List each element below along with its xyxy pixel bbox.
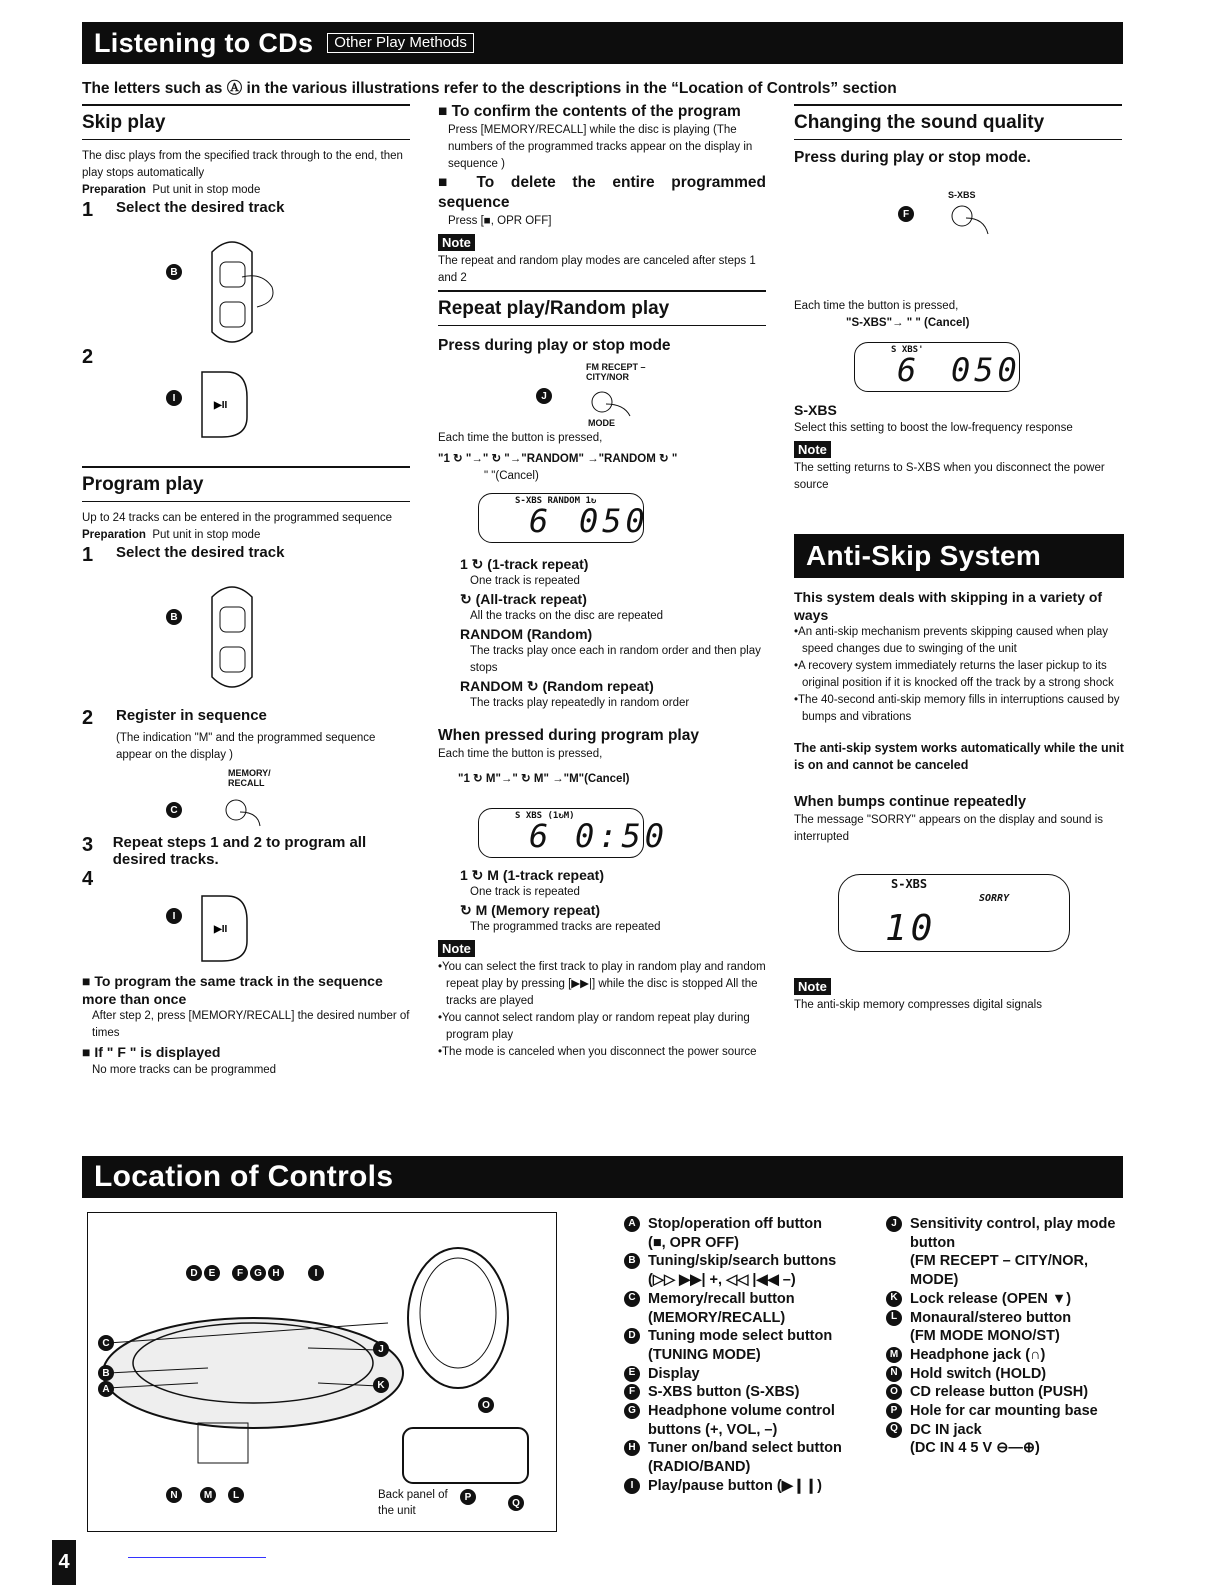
prep-label: Preparation xyxy=(82,529,146,541)
skip-play-title: Skip play xyxy=(82,104,410,140)
bumps-desc: The message "SORRY" appears on the display and sound is interrupted xyxy=(794,814,1104,843)
lcd-display xyxy=(478,808,669,858)
lcd-indicators: S-XBS RANDOM 1↻ xyxy=(515,496,597,506)
control-item xyxy=(886,1252,1131,1289)
label-b-icon: B xyxy=(98,1365,114,1381)
mode-button-hand-icon xyxy=(588,390,648,420)
bumps-title: When bumps continue repeatedly xyxy=(794,794,1027,810)
bullet-item: •The 40-second anti-skip memory fills in interruptions caused by bumps and vibrations xyxy=(794,694,1120,723)
note-text: The anti-skip memory compresses digital signals xyxy=(794,999,1042,1011)
skip-illustration xyxy=(82,222,410,458)
skip-buttons-hand-icon xyxy=(192,577,292,697)
control-key-icon: A xyxy=(624,1216,640,1232)
label-j-icon: J xyxy=(536,388,552,404)
label-q-icon: Q xyxy=(508,1495,524,1511)
control-item xyxy=(886,1290,1131,1309)
control-key-icon: E xyxy=(624,1366,640,1382)
bullet-item: •A recovery system immediately returns the laser pickup to its original position if it is knocked off the track by a strong shock xyxy=(794,660,1114,689)
sorry-lcd-display xyxy=(838,874,1070,952)
sound-quality-section xyxy=(794,104,1122,494)
label-i-icon: I xyxy=(166,908,182,924)
control-name: (FM RECEPT – CITY/NOR, MODE) xyxy=(910,1253,1089,1289)
control-name: Stop/operation off button xyxy=(648,1216,822,1232)
control-item xyxy=(886,1421,1131,1458)
control-item xyxy=(624,1477,874,1496)
delete-title: To delete the entire programmed sequence xyxy=(438,174,767,211)
control-item xyxy=(886,1215,1131,1252)
skip-buttons-hand-icon xyxy=(192,232,292,352)
control-name: Headphone jack (∩) xyxy=(910,1346,1046,1363)
mode-title: 1 ↻ (1-track repeat) xyxy=(460,556,589,572)
delete-desc: Press [■, OPR OFF] xyxy=(448,215,552,227)
anti-skip-bullets xyxy=(794,624,1124,726)
step-text: Select the desired track xyxy=(116,199,285,216)
play-pause-hand-icon xyxy=(192,362,272,442)
label-d-icon: D xyxy=(186,1265,202,1281)
lcd-track: 6 xyxy=(529,817,553,855)
each-time-text: Each time the button is pressed, xyxy=(438,748,603,760)
location-title: Location of Controls xyxy=(94,1160,394,1193)
play-illustration xyxy=(82,868,410,972)
lcd-track: 6 xyxy=(529,502,553,540)
program-skip-illustration xyxy=(82,567,410,707)
anti-skip-lead: This system deals with skipping in a variety of ways xyxy=(794,589,1103,623)
sxbs-button-illustration xyxy=(794,168,1122,298)
control-key-icon: B xyxy=(624,1253,640,1269)
control-item xyxy=(624,1290,874,1327)
mode-title: RANDOM ↻ (Random repeat) xyxy=(460,678,654,694)
play-pause-hand-icon xyxy=(192,886,272,966)
each-time-text: Each time the button is pressed, xyxy=(794,300,959,312)
control-key-icon: P xyxy=(886,1403,902,1419)
step-number: 4 xyxy=(82,868,94,890)
step-number: 1 xyxy=(82,544,94,566)
anti-skip-title: Anti-Skip System xyxy=(806,540,1042,571)
control-key-icon: Q xyxy=(886,1422,902,1438)
lcd-indicators: S-XBS xyxy=(891,877,928,891)
step-text: Repeat steps 1 and 2 to program all desired tracks. xyxy=(112,834,367,868)
note-item: •You can select the first track to play in random play and random repeat play by pressing [▶▶|] while the disc is stopped All the tracks are played xyxy=(438,961,766,1007)
control-name: CD release button (PUSH) xyxy=(910,1384,1089,1401)
control-key-icon: G xyxy=(624,1403,640,1419)
label-b-icon: B xyxy=(166,609,182,625)
fm-recept-label: FM RECEPT – CITY/NOR xyxy=(586,362,646,382)
label-n-icon: N xyxy=(166,1487,182,1503)
control-key-icon: I xyxy=(624,1478,640,1494)
label-l-icon: L xyxy=(228,1487,244,1503)
mode-desc: One track is repeated xyxy=(470,886,580,898)
confirm-desc: Press [MEMORY/RECALL] while the disc is playing (The numbers of the programmed tracks appear on the display in sequence ) xyxy=(448,124,753,170)
controls-list-1 xyxy=(624,1215,874,1496)
same-track-desc: After step 2, press [MEMORY/RECALL] the desired number of times xyxy=(92,1010,410,1039)
control-item xyxy=(624,1383,874,1402)
mode-title: ↻ M (Memory repeat) xyxy=(460,902,601,918)
sxbs-sequence: "S-XBS"→ " " (Cancel) xyxy=(846,317,970,329)
control-key-icon: F xyxy=(624,1384,640,1400)
sxbs-desc: Select this setting to boost the low-frequency response xyxy=(794,422,1073,434)
repeat-random-title: Repeat play/Random play xyxy=(438,290,766,326)
program-play-section: Program play Up to 24 tracks can be entered in the programmed sequence Preparation Put unit in stop mode 1 Select the desired track B 2 Register in sequence (The indication "M" and the programmed sequence appear on the display ) MEMORY/ RECALL C 3 Repeat steps 1 and 2 to program all desired tracks. 4 I ▶II ■ To program the same track in the sequence more than once After step 2, press [MEMORY/RECALL] the desired number of times ■ If " F " is displayed No more tracks can be programmed xyxy=(82,466,410,1079)
skip-play-section xyxy=(82,104,410,458)
control-name: Hole for car mounting base xyxy=(910,1403,1098,1420)
control-detail: (RADIO/BAND) xyxy=(648,1459,751,1476)
control-item xyxy=(624,1439,874,1476)
lcd-indicators: S XBS' xyxy=(891,345,924,355)
control-item xyxy=(886,1365,1131,1384)
note-badge: Note xyxy=(794,441,831,458)
mode-desc: The programmed tracks are repeated xyxy=(470,921,661,933)
step2-desc: (The indication "M" and the programmed sequence appear on the display ) xyxy=(116,732,376,761)
mode-list xyxy=(438,555,766,712)
label-i-icon: I xyxy=(166,390,182,406)
memory-illustration xyxy=(82,764,410,834)
press-instruction: Press during play or stop mode. xyxy=(794,149,1031,166)
note-item: •You cannot select random play or random repeat play during program play xyxy=(438,1012,750,1041)
cd-player-illustration xyxy=(88,1213,556,1531)
label-i-icon: I xyxy=(308,1265,324,1281)
lcd-indicators: S XBS (1↻M) xyxy=(515,811,575,821)
sxbs-title: S-XBS xyxy=(794,402,837,418)
label-g-icon: G xyxy=(250,1265,266,1281)
location-header xyxy=(82,1156,1123,1198)
control-detail: (TUNING MODE) xyxy=(648,1346,761,1363)
intro-text: The letters such as Ⓐ in the various illustrations refer to the descriptions in the “Location of Controls” section xyxy=(82,80,897,97)
lcd-time: 050 xyxy=(579,502,649,540)
control-name: DC IN jack xyxy=(910,1421,982,1438)
program-desc: Up to 24 tracks can be entered in the programmed sequence xyxy=(82,512,393,524)
label-m-icon: M xyxy=(200,1487,216,1503)
control-name: Play/pause button (▶❙❙) xyxy=(648,1477,823,1494)
lcd-display xyxy=(478,493,649,543)
same-track-title: To program the same track in the sequence more than once xyxy=(82,973,383,1007)
control-key-icon: J xyxy=(886,1216,902,1232)
control-key-icon: L xyxy=(886,1310,902,1326)
controls-list-2 xyxy=(886,1215,1131,1458)
mode-desc: One track is repeated xyxy=(470,575,580,587)
program-mode-sequence: "1 ↻ M"→" ↻ M" →"M"(Cancel) xyxy=(458,773,630,785)
control-detail: buttons (+, VOL, –) xyxy=(648,1421,778,1438)
control-name: Tuner on/band select button xyxy=(648,1440,842,1457)
control-name: Memory/recall button xyxy=(648,1290,795,1307)
mode-button-illustration xyxy=(438,356,766,430)
control-name: S-XBS button (S-XBS) xyxy=(648,1384,800,1401)
control-detail: (■, OPR OFF) xyxy=(648,1234,739,1251)
f-displayed-title: If " F " is displayed xyxy=(94,1044,221,1060)
auto-text: The anti-skip system works automatically while the unit is on and cannot be canceled xyxy=(794,741,1124,772)
lcd-sorry: SORRY xyxy=(979,893,1010,904)
confirm-section: ■ To confirm the contents of the program Press [MEMORY/RECALL] while the disc is playing (The numbers of the programmed tracks appear on the display in sequence ) ■ To delete the entire programmed sequence Press [■, OPR OFF] Note The repeat and random play modes are canceled after steps 1 and 2 xyxy=(438,102,766,287)
control-item xyxy=(624,1327,874,1364)
program-mode-list xyxy=(438,866,766,936)
control-key-icon: O xyxy=(886,1384,902,1400)
control-detail: (▷▷ ▶▶| +, ◁◁ |◀◀ –) xyxy=(648,1272,796,1289)
control-name: Lock release (OPEN ▼) xyxy=(910,1290,1072,1307)
mode-title: 1 ↻ M (1-track repeat) xyxy=(460,867,604,883)
press-hand-icon xyxy=(222,798,267,834)
label-e-icon: E xyxy=(204,1265,220,1281)
control-key-icon: C xyxy=(624,1291,640,1307)
prep-text: Put unit in stop mode xyxy=(152,184,261,196)
lcd-time: 050 xyxy=(951,351,1021,389)
note-text: The setting returns to S-XBS when you disconnect the power source xyxy=(794,462,1105,491)
section-subtitle: Other Play Methods xyxy=(327,33,474,53)
control-item xyxy=(624,1252,874,1289)
mode-desc: All the tracks on the disc are repeated xyxy=(470,610,664,622)
control-item xyxy=(886,1309,1131,1346)
control-item xyxy=(886,1383,1131,1402)
control-name: Hold switch (HOLD) xyxy=(910,1365,1047,1382)
bullet-item: •An anti-skip mechanism prevents skipping caused when play speed changes due to swinging of the unit xyxy=(794,626,1109,655)
f-displayed-desc: No more tracks can be programmed xyxy=(92,1064,277,1076)
label-a-icon: A xyxy=(98,1381,114,1397)
prep-label: Preparation xyxy=(82,184,146,196)
sxbs-label: S-XBS xyxy=(948,190,976,200)
control-name: Headphone volume control xyxy=(648,1403,835,1420)
control-item xyxy=(624,1365,874,1384)
label-c-icon: C xyxy=(98,1335,114,1351)
sound-quality-title: Changing the sound quality xyxy=(794,104,1122,140)
control-key-icon: N xyxy=(886,1366,902,1382)
mode-title: RANDOM (Random) xyxy=(460,626,593,642)
note-text: The repeat and random play modes are canceled after steps 1 and 2 xyxy=(438,255,756,284)
repeat-random-section xyxy=(438,290,766,1061)
lcd-track: 6 xyxy=(897,351,921,389)
prep-text: Put unit in stop mode xyxy=(152,529,261,541)
label-f-icon: F xyxy=(232,1265,248,1281)
control-name: Display xyxy=(648,1365,700,1382)
lcd-number: 10 xyxy=(885,908,937,949)
sxbs-hand-icon xyxy=(948,204,1008,240)
step-number: 2 xyxy=(82,707,94,729)
control-key-icon: D xyxy=(624,1328,640,1344)
label-b-icon: B xyxy=(166,264,182,280)
control-name: Sensitivity control, play mode xyxy=(910,1216,1116,1232)
label-c-icon: C xyxy=(166,802,182,818)
step-number: 2 xyxy=(82,346,94,368)
control-key-icon: K xyxy=(886,1291,902,1307)
memory-recall-label: MEMORY/ RECALL xyxy=(228,768,271,788)
section-header-listening xyxy=(82,22,1123,64)
skip-desc: The disc plays from the specified track through to the end, then play stops automatically xyxy=(82,150,403,179)
note-badge: Note xyxy=(794,978,831,995)
label-j-icon: J xyxy=(373,1341,389,1357)
control-item xyxy=(886,1346,1131,1365)
control-name: Tuning mode select button xyxy=(648,1328,833,1345)
note-badge: Note xyxy=(438,234,475,251)
program-play-mode-title: When pressed during program play xyxy=(438,727,699,744)
control-detail: (MEMORY/RECALL) xyxy=(648,1309,786,1326)
step-text: Register in sequence xyxy=(116,707,267,724)
anti-skip-header xyxy=(794,534,1124,578)
page-number: 4 xyxy=(52,1540,76,1585)
lcd-display xyxy=(854,342,1020,392)
control-name: Monaural/stereo button xyxy=(910,1309,1072,1326)
mode-desc: The tracks play repeatedly in random order xyxy=(470,697,690,709)
label-f-icon: F xyxy=(898,206,914,222)
program-play-title: Program play xyxy=(82,466,410,502)
section-title: Listening to CDs xyxy=(94,27,314,58)
mode-label: MODE xyxy=(588,418,615,428)
note-list xyxy=(438,959,766,1061)
control-detail: (DC IN 4 5 V ⊖—⊕) xyxy=(910,1440,1040,1457)
back-panel-caption: Back panel of the unit xyxy=(378,1489,448,1517)
control-detail: (FM MODE MONO/ST) xyxy=(910,1328,1060,1345)
each-time-text: Each time the button is pressed, xyxy=(438,432,603,444)
svg-text:▶II: ▶II xyxy=(214,924,228,935)
label-o-icon: O xyxy=(478,1397,494,1413)
diagram-top-labels xyxy=(186,1265,324,1281)
control-item xyxy=(624,1402,874,1439)
control-name: Tuning/skip/search buttons xyxy=(648,1253,837,1270)
control-item xyxy=(624,1215,874,1252)
label-k-icon: K xyxy=(373,1377,389,1393)
step-number: 1 xyxy=(82,199,94,221)
note-item: •The mode is canceled when you disconnect the power source xyxy=(438,1046,757,1058)
controls-diagram xyxy=(87,1212,557,1532)
control-key-icon: H xyxy=(624,1440,640,1456)
cancel-label: " "(Cancel) xyxy=(484,470,539,482)
label-h-icon: H xyxy=(268,1265,284,1281)
step-text: Select the desired track xyxy=(116,544,285,561)
control-detail: button xyxy=(910,1234,956,1251)
mode-sequence: "1 ↻ "→" ↻ "→"RANDOM" →"RANDOM ↻ " xyxy=(438,453,678,465)
press-instruction: Press during play or stop mode xyxy=(438,337,671,354)
note-badge: Note xyxy=(438,940,475,957)
control-key-icon: M xyxy=(886,1347,902,1363)
lcd-time: 0:50 xyxy=(575,817,669,855)
mode-desc: The tracks play once each in random order and then play stops xyxy=(470,645,761,674)
anti-skip-section xyxy=(794,588,1124,1014)
step-number: 3 xyxy=(82,834,94,856)
control-item xyxy=(886,1402,1131,1421)
label-p-icon: P xyxy=(460,1489,476,1505)
confirm-title: To confirm the contents of the program xyxy=(451,103,741,120)
divider xyxy=(128,1557,266,1558)
svg-text:▶II: ▶II xyxy=(214,400,228,411)
mode-title: ↻ (All-track repeat) xyxy=(460,591,587,607)
